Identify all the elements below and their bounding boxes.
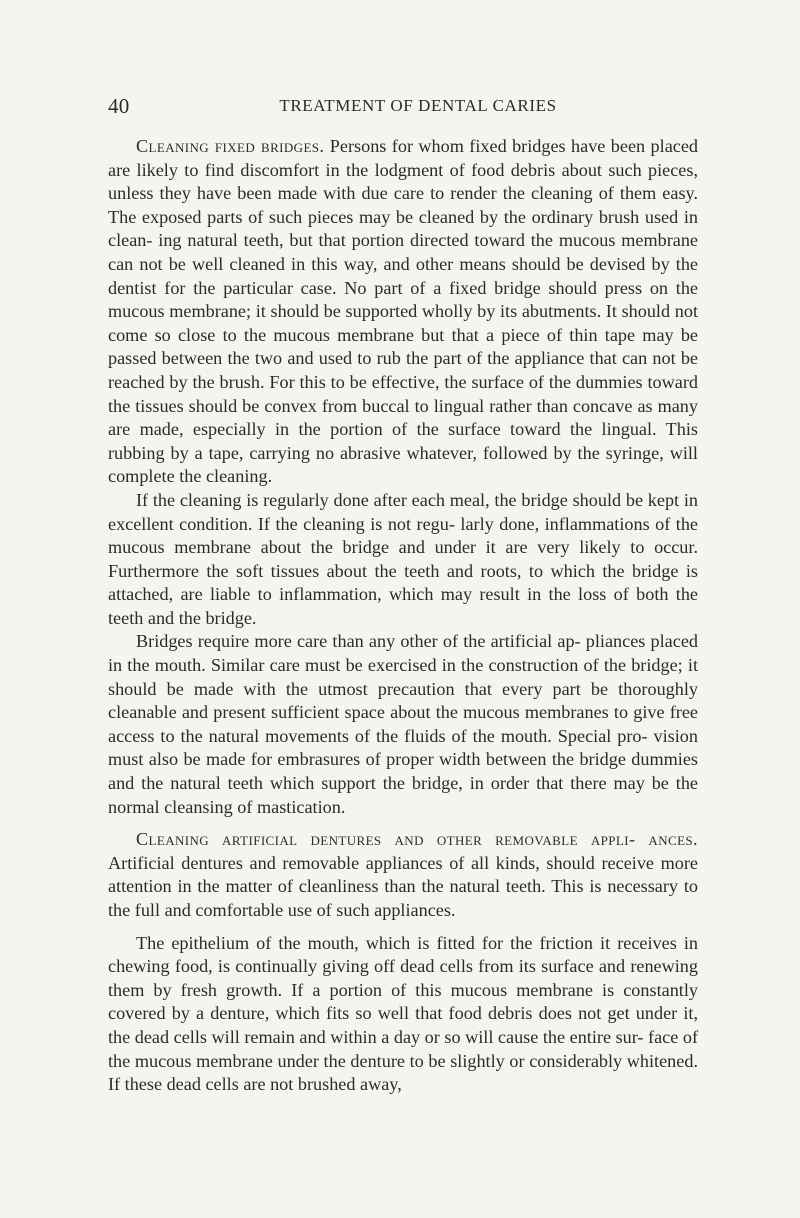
paragraph-cleaning-artificial-dentures (108, 828, 698, 922)
paragraph (108, 932, 698, 1097)
paragraph (108, 630, 698, 819)
section-heading: Cleaning fixed bridges. (136, 136, 325, 156)
page-number: 40 (108, 94, 130, 118)
paragraph-text: The epithelium of the mouth, which is fitted for the friction it receives in chewing food, is continually giving off dead cells from its surface and renewing them by fresh growth. If a portion of this mucous membrane is constantly covered by a denture, which fits so well that food debris does not get under it, the dead cells will remain and within a day or so will cause the entire sur- face of the mucous membrane under the denture to be slightly or considerably whitened. If these dead cells are not brushed away, (108, 932, 699, 1095)
paragraph-text: Bridges require more care than any other of the artificial ap- pliances placed in the mouth. Similar care must be exercised in the construction of the bridge; it should be made with the utmost precaution that every part be thoroughly cleanable and present sufficient space about the mucous membranes to give free access to the natural movements of the fluids of the mouth. Special pro- vision must also be made for embrasures of proper width between the bridge dummies and the natural teeth which support the bridge, in order that there may be the normal cleansing of mastication. (108, 631, 698, 817)
paragraph (108, 489, 698, 631)
body-text (108, 135, 698, 1097)
paragraph-text: Persons for whom fixed bridges have been placed are likely to find discomfort in the lodgment of food debris about such pieces, unless they have been made with due care to render the cleaning of them easy. The exposed parts of such pieces may be cleaned by the ordinary brush used in clean- ing natural teeth, but that portion directed toward the mucous membrane can not be well cleaned in this way, and other means should be devised by the dentist for the particular case. No part of a fixed bridge should press on the mucous membrane; it should be supported wholly by its abutments. It should not come so close to the mucous membrane but that a piece of thin tape may be passed between the two and used to rub the part of the appliance that can not be reached by the brush. For this to be effective, the surface of the dummies toward the tissues should be convex from buccal to lingual rather than concave as many are made, especially in the portion of the surface toward the lingual. This rubbing by a tape, carrying no abrasive whatever, followed by the syringe, will complete the cleaning. (108, 136, 699, 487)
paragraph-text: Artificial dentures and removable appliances of all kinds, should receive more attention in the matter of cleanliness than the natural teeth. This is necessary to the full and comfortable use of such appliances. (108, 852, 698, 920)
paragraph-cleaning-fixed-bridges (108, 135, 698, 489)
paragraph-text: If the cleaning is regularly done after each meal, the bridge should be kept in excellent condition. If the cleaning is not regu- larly done, inflammations of the mucous membrane about the bridge and under it are very likely to occur. Furthermore the soft tissues about the teeth and roots, to which the bridge is attached, are liable to inflammation, which may result in the loss of both the teeth and the bridge. (108, 489, 698, 628)
running-head: TREATMENT OF DENTAL CARIES (279, 96, 557, 115)
section-heading: Cleaning artificial dentures and other removable appli- ances. (136, 829, 698, 850)
page-header (108, 94, 698, 120)
